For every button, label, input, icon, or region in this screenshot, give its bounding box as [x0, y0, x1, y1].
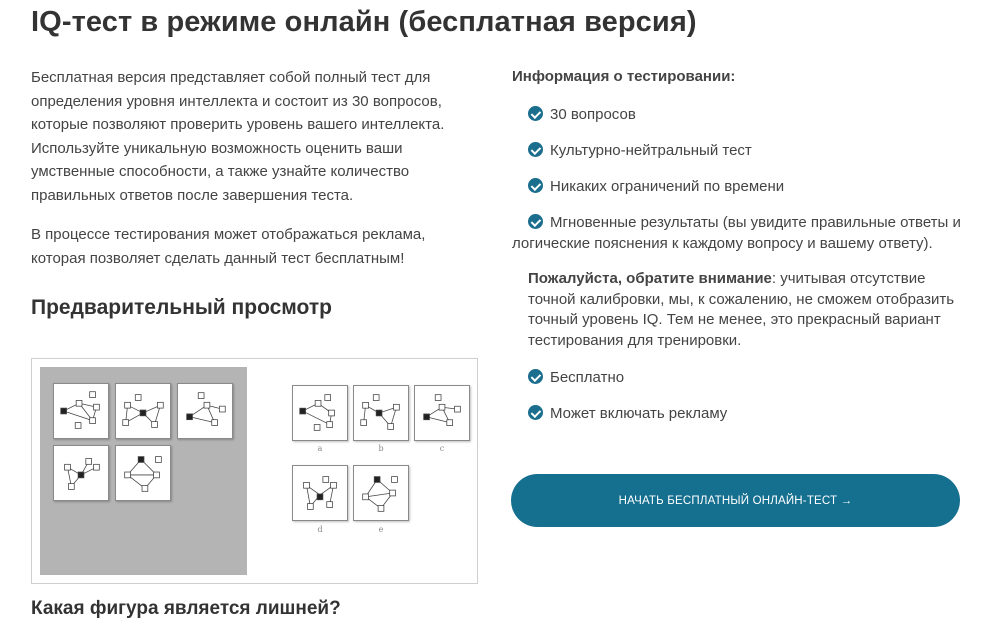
feature-label: 30 вопросов: [550, 106, 636, 123]
preview-image: [31, 358, 478, 584]
info-title: Информация о тестировании:: [512, 68, 736, 85]
puzzle-figure: [115, 445, 171, 501]
intro-section: [31, 66, 471, 270]
notice-body: : учитывая отсутствие точной калибровки, мы, к сожалению, не сможем отобразить точный уровень IQ. Тем не менее, это прекрасный вариант тестирования для тренировки.: [528, 270, 955, 349]
check-circle-icon: [528, 369, 543, 384]
feature-item: [512, 212, 964, 254]
page-title: IQ-тест в режиме онлайн (бесплатная версия): [31, 6, 697, 38]
check-circle-icon: [528, 142, 543, 157]
check-circle-icon: [528, 106, 543, 121]
feature-label: Бесплатно: [550, 369, 625, 386]
preview-title: Предварительный просмотр: [31, 296, 332, 319]
feature-item: [512, 104, 964, 125]
answer-option-b: [353, 385, 409, 441]
feature-item: [512, 176, 964, 197]
notice-bold: Пожалуйста, обратите внимание: [528, 270, 772, 287]
feature-label: Никаких ограничений по времени: [550, 178, 785, 195]
feature-label: Культурно-нейтральный тест: [550, 142, 752, 159]
answer-option-e: [353, 465, 409, 521]
answer-option-a: [292, 385, 348, 441]
answer-option-d: [292, 465, 348, 521]
feature-label: Мгновенные результаты (вы увидите правильные ответы и логические пояснения к каждому вопросу и вашему ответу).: [512, 214, 961, 252]
option-label-e: e: [378, 525, 384, 534]
test-info-section: [512, 66, 964, 439]
feature-item: [512, 140, 964, 161]
intro-paragraph-2: В процессе тестирования может отображаться реклама, которая позволяет сделать данный тест бесплатным!: [31, 226, 426, 267]
intro-paragraph-1: Бесплатная версия представляет собой полный тест для определения уровня интеллекта и состоит из 30 вопросов, которые позволяют проверить уровень вашего интеллекта. Используйте уникальную возможность оценить ваши умственные способности, а также узнайте количество правильных ответов после завершения теста.: [31, 69, 445, 204]
start-test-button[interactable]: НАЧАТЬ БЕСПЛАТНЫЙ ОНЛАЙН-ТЕСТ →: [511, 474, 960, 527]
feature-item: [512, 403, 964, 424]
option-label-c: c: [439, 444, 445, 453]
check-circle-icon: [528, 405, 543, 420]
puzzle-figure: [53, 383, 109, 439]
check-circle-icon: [528, 214, 543, 229]
feature-item: [512, 367, 964, 388]
notice-text: [512, 269, 964, 351]
option-label-b: b: [378, 444, 384, 453]
puzzle-figure: [115, 383, 171, 439]
preview-question: Какая фигура является лишней?: [31, 598, 341, 619]
question-panel: [40, 367, 247, 575]
feature-label: Может включать рекламу: [550, 405, 728, 422]
puzzle-figure: [53, 445, 109, 501]
option-label-a: a: [317, 444, 323, 453]
option-label-d: d: [317, 525, 323, 534]
check-circle-icon: [528, 178, 543, 193]
puzzle-figure: [177, 383, 233, 439]
answer-option-c: [414, 385, 470, 441]
